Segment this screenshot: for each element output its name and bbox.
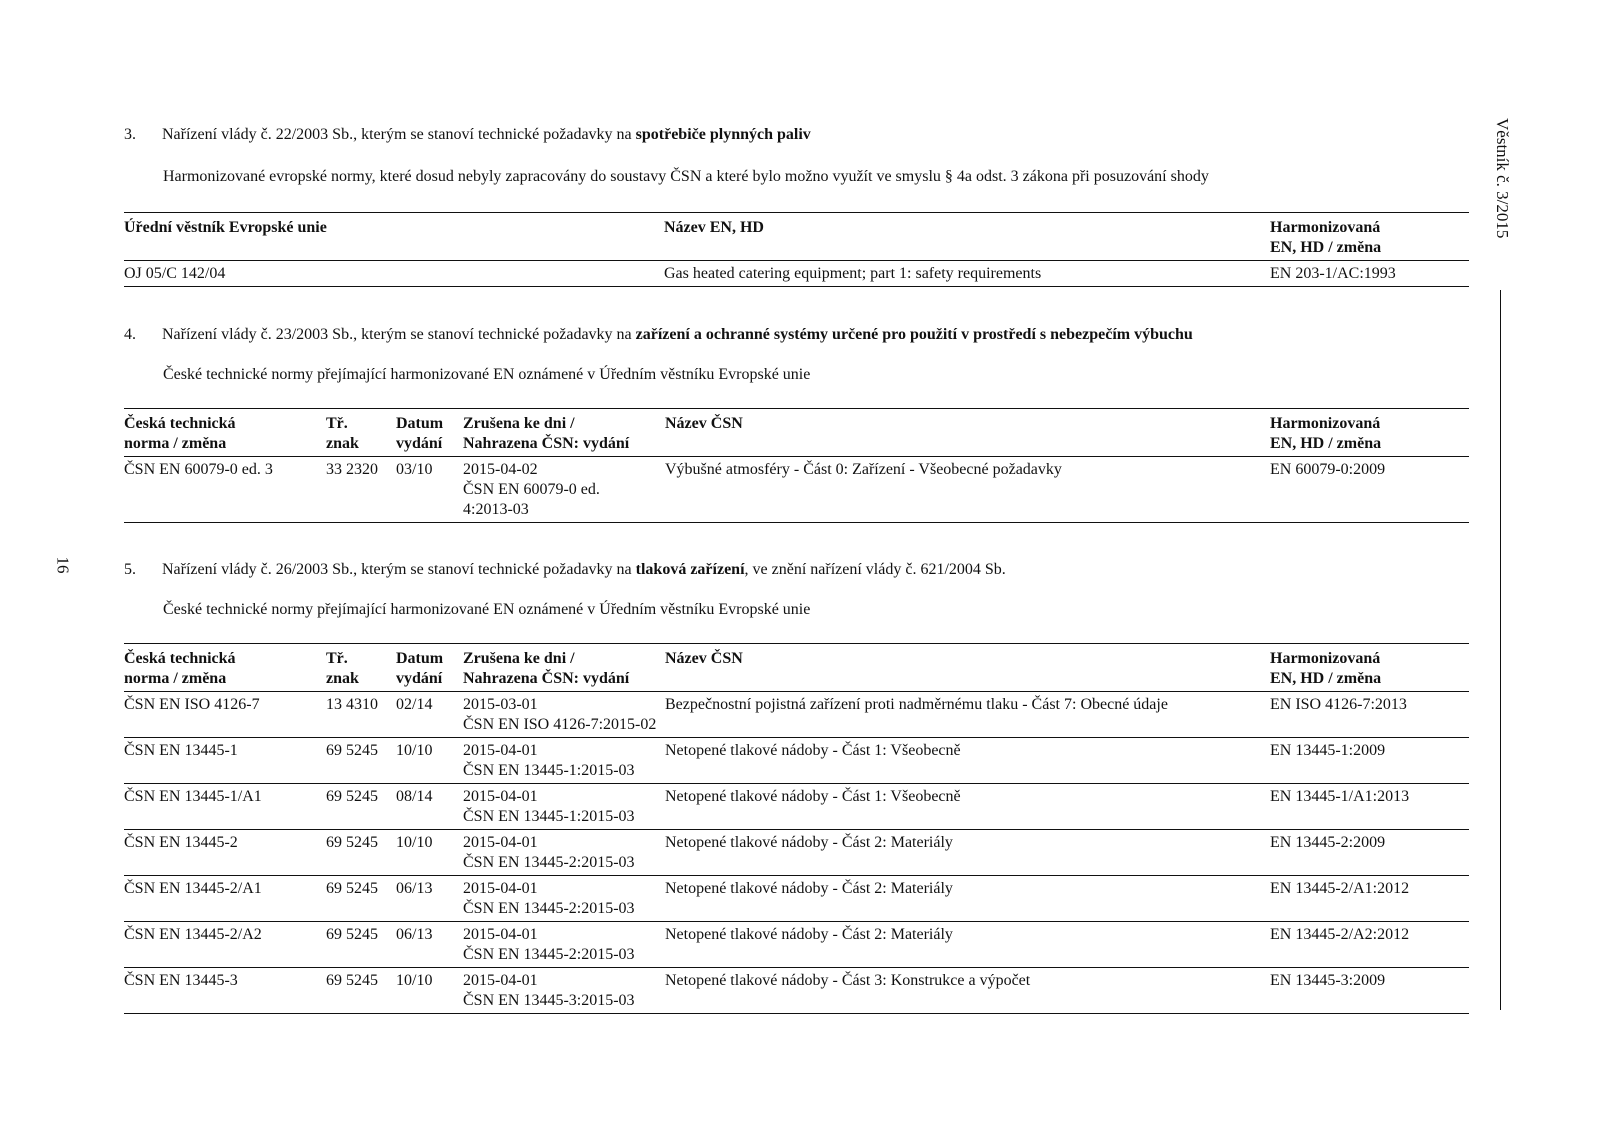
- table-cell: Netopené tlakové nádoby - Část 2: Materiály: [665, 926, 953, 943]
- table-row: [124, 922, 1469, 968]
- section-title: [124, 326, 1468, 344]
- title-text: Nařízení vlády č. 26/2003 Sb., kterým se stanoví technické požadavky na: [162, 561, 636, 578]
- table-cell: 2015-04-01 ČSN EN 13445-1:2015-03: [463, 742, 635, 779]
- col-header: Zrušena ke dni / Nahrazena ČSN: vydání: [463, 650, 630, 687]
- table-cell: EN 13445-2:2009: [1270, 834, 1386, 851]
- col-header: Harmonizovaná EN, HD / změna: [1270, 415, 1382, 452]
- table-cell: Netopené tlakové nádoby - Část 1: Všeobecně: [665, 742, 961, 759]
- table-cell: 33 2320: [326, 461, 378, 478]
- table-cell: Bezpečnostní pojistná zařízení proti nadměrnému tlaku - Část 7: Obecné údaje: [665, 696, 1168, 713]
- norms-table: [124, 212, 1469, 287]
- table-header-row: [124, 409, 1469, 457]
- title-text: Nařízení vlády č. 23/2003 Sb., kterým se stanoví technické požadavky na: [162, 326, 636, 343]
- col-header: Název EN, HD: [664, 219, 764, 236]
- table-cell: ČSN EN 13445-2/A1: [124, 880, 262, 897]
- table-cell: 10/10: [396, 834, 433, 851]
- col-header: Tř. znak: [326, 650, 359, 687]
- table-row: [124, 784, 1469, 830]
- col-header: Název ČSN: [665, 415, 743, 432]
- table-cell: 69 5245: [326, 972, 378, 989]
- title-text: Nařízení vlády č. 22/2003 Sb., kterým se stanoví technické požadavky na: [162, 126, 636, 143]
- table-cell: 10/10: [396, 972, 433, 989]
- table-cell: 13 4310: [326, 696, 378, 713]
- table-cell: 69 5245: [326, 834, 378, 851]
- section-subtitle: Harmonizované evropské normy, které dosud nebyly zapracovány do soustavy ČSN a které bylo možno využít ve smyslu § 4a odst. 3 zákona při posuzování shody: [163, 168, 1209, 185]
- table-cell: 2015-04-01 ČSN EN 13445-3:2015-03: [463, 972, 635, 1009]
- table-cell: 08/14: [396, 788, 433, 805]
- col-header: Česká technická norma / změna: [124, 415, 236, 452]
- table-cell: ČSN EN 13445-2/A2: [124, 926, 262, 943]
- table-row: [124, 457, 1469, 523]
- table-cell: ČSN EN ISO 4126-7: [124, 696, 260, 713]
- table-cell: ČSN EN 13445-1/A1: [124, 788, 262, 805]
- section-title: [124, 126, 1468, 144]
- col-header: Harmonizovaná EN, HD / změna: [1270, 650, 1382, 687]
- page-number: 16: [53, 556, 73, 574]
- norms-table: [124, 643, 1469, 1014]
- table-cell: EN ISO 4126-7:2013: [1270, 696, 1407, 713]
- table-cell: 10/10: [396, 742, 433, 759]
- col-header: Tř. znak: [326, 415, 359, 452]
- table-cell: ČSN EN 13445-2: [124, 834, 238, 851]
- table-cell: Netopené tlakové nádoby - Část 2: Materiály: [665, 880, 953, 897]
- table-cell: Výbušné atmosféry - Část 0: Zařízení - Všeobecné požadavky: [665, 461, 1062, 478]
- table-cell: 69 5245: [326, 742, 378, 759]
- table-cell: 2015-03-01 ČSN EN ISO 4126-7:2015-02: [463, 696, 657, 733]
- table-cell: 2015-04-01 ČSN EN 13445-1:2015-03: [463, 788, 635, 825]
- table-header-row: [124, 213, 1469, 261]
- section-number: 4.: [124, 326, 136, 343]
- table-cell: Netopené tlakové nádoby - Část 2: Materiály: [665, 834, 953, 851]
- table-row: [124, 738, 1469, 784]
- table-cell: 2015-04-01 ČSN EN 13445-2:2015-03: [463, 834, 635, 871]
- table-cell: 06/13: [396, 926, 433, 943]
- table-cell: EN 13445-1:2009: [1270, 742, 1386, 759]
- table-row: [124, 692, 1469, 738]
- col-header: Název ČSN: [665, 650, 743, 667]
- table-cell: 02/14: [396, 696, 433, 713]
- table-cell: 03/10: [396, 461, 433, 478]
- table-cell: EN 13445-1/A1:2013: [1270, 788, 1410, 805]
- title-suffix: , ve znění nařízení vlády č. 621/2004 Sb.: [744, 561, 1006, 578]
- section-4: [124, 326, 1468, 526]
- section-subtitle: České technické normy přejímající harmonizované EN oznámené v Úředním věstníku Evropské unie: [163, 601, 811, 618]
- section-title: [124, 561, 1468, 579]
- running-header: Věstník č. 3/2015: [1493, 118, 1512, 239]
- section-number: 5.: [124, 561, 136, 578]
- table-cell: EN 60079-0:2009: [1270, 461, 1386, 478]
- table-row: [124, 876, 1469, 922]
- table-cell: EN 13445-3:2009: [1270, 972, 1386, 989]
- section-5: [124, 561, 1468, 1011]
- col-header: Úřední věstník Evropské unie: [124, 219, 327, 236]
- col-header: Datum vydání: [396, 650, 444, 687]
- table-header-row: [124, 644, 1469, 692]
- table-cell: ČSN EN 13445-1: [124, 742, 238, 759]
- col-header: Harmonizovaná EN, HD / změna: [1270, 219, 1382, 256]
- title-bold: zařízení a ochranné systémy určené pro použití v prostředí s nebezpečím výbuchu: [635, 326, 1193, 343]
- table-row: [124, 830, 1469, 876]
- table-cell: 2015-04-01 ČSN EN 13445-2:2015-03: [463, 926, 635, 963]
- side-rule: [1500, 290, 1501, 1010]
- col-header: Datum vydání: [396, 415, 444, 452]
- section-3: [124, 126, 1468, 286]
- title-bold: tlaková zařízení: [635, 561, 745, 578]
- table-cell: 69 5245: [326, 880, 378, 897]
- norms-table: [124, 408, 1469, 523]
- table-cell: 69 5245: [326, 926, 378, 943]
- table-cell: OJ 05/C 142/04: [124, 265, 226, 282]
- table-cell: Netopené tlakové nádoby - Část 3: Konstrukce a výpočet: [665, 972, 1031, 989]
- section-number: 3.: [124, 126, 136, 143]
- section-subtitle: České technické normy přejímající harmonizované EN oznámené v Úředním věstníku Evropské unie: [163, 366, 811, 383]
- table-row: [124, 968, 1469, 1014]
- table-cell: EN 203-1/AC:1993: [1270, 265, 1396, 282]
- table-row: [124, 261, 1469, 287]
- table-cell: Gas heated catering equipment; part 1: safety requirements: [664, 265, 1042, 282]
- table-cell: 2015-04-02 ČSN EN 60079-0 ed. 4:2013-03: [463, 461, 600, 518]
- table-cell: 2015-04-01 ČSN EN 13445-2:2015-03: [463, 880, 635, 917]
- table-cell: Netopené tlakové nádoby - Část 1: Všeobecně: [665, 788, 961, 805]
- col-header: Zrušena ke dni / Nahrazena ČSN: vydání: [463, 415, 630, 452]
- col-header: Česká technická norma / změna: [124, 650, 236, 687]
- table-cell: ČSN EN 60079-0 ed. 3: [124, 461, 273, 478]
- table-cell: EN 13445-2/A2:2012: [1270, 926, 1410, 943]
- title-bold: spotřebiče plynných paliv: [635, 126, 811, 143]
- table-cell: ČSN EN 13445-3: [124, 972, 238, 989]
- table-cell: 69 5245: [326, 788, 378, 805]
- table-cell: EN 13445-2/A1:2012: [1270, 880, 1410, 897]
- table-cell: 06/13: [396, 880, 433, 897]
